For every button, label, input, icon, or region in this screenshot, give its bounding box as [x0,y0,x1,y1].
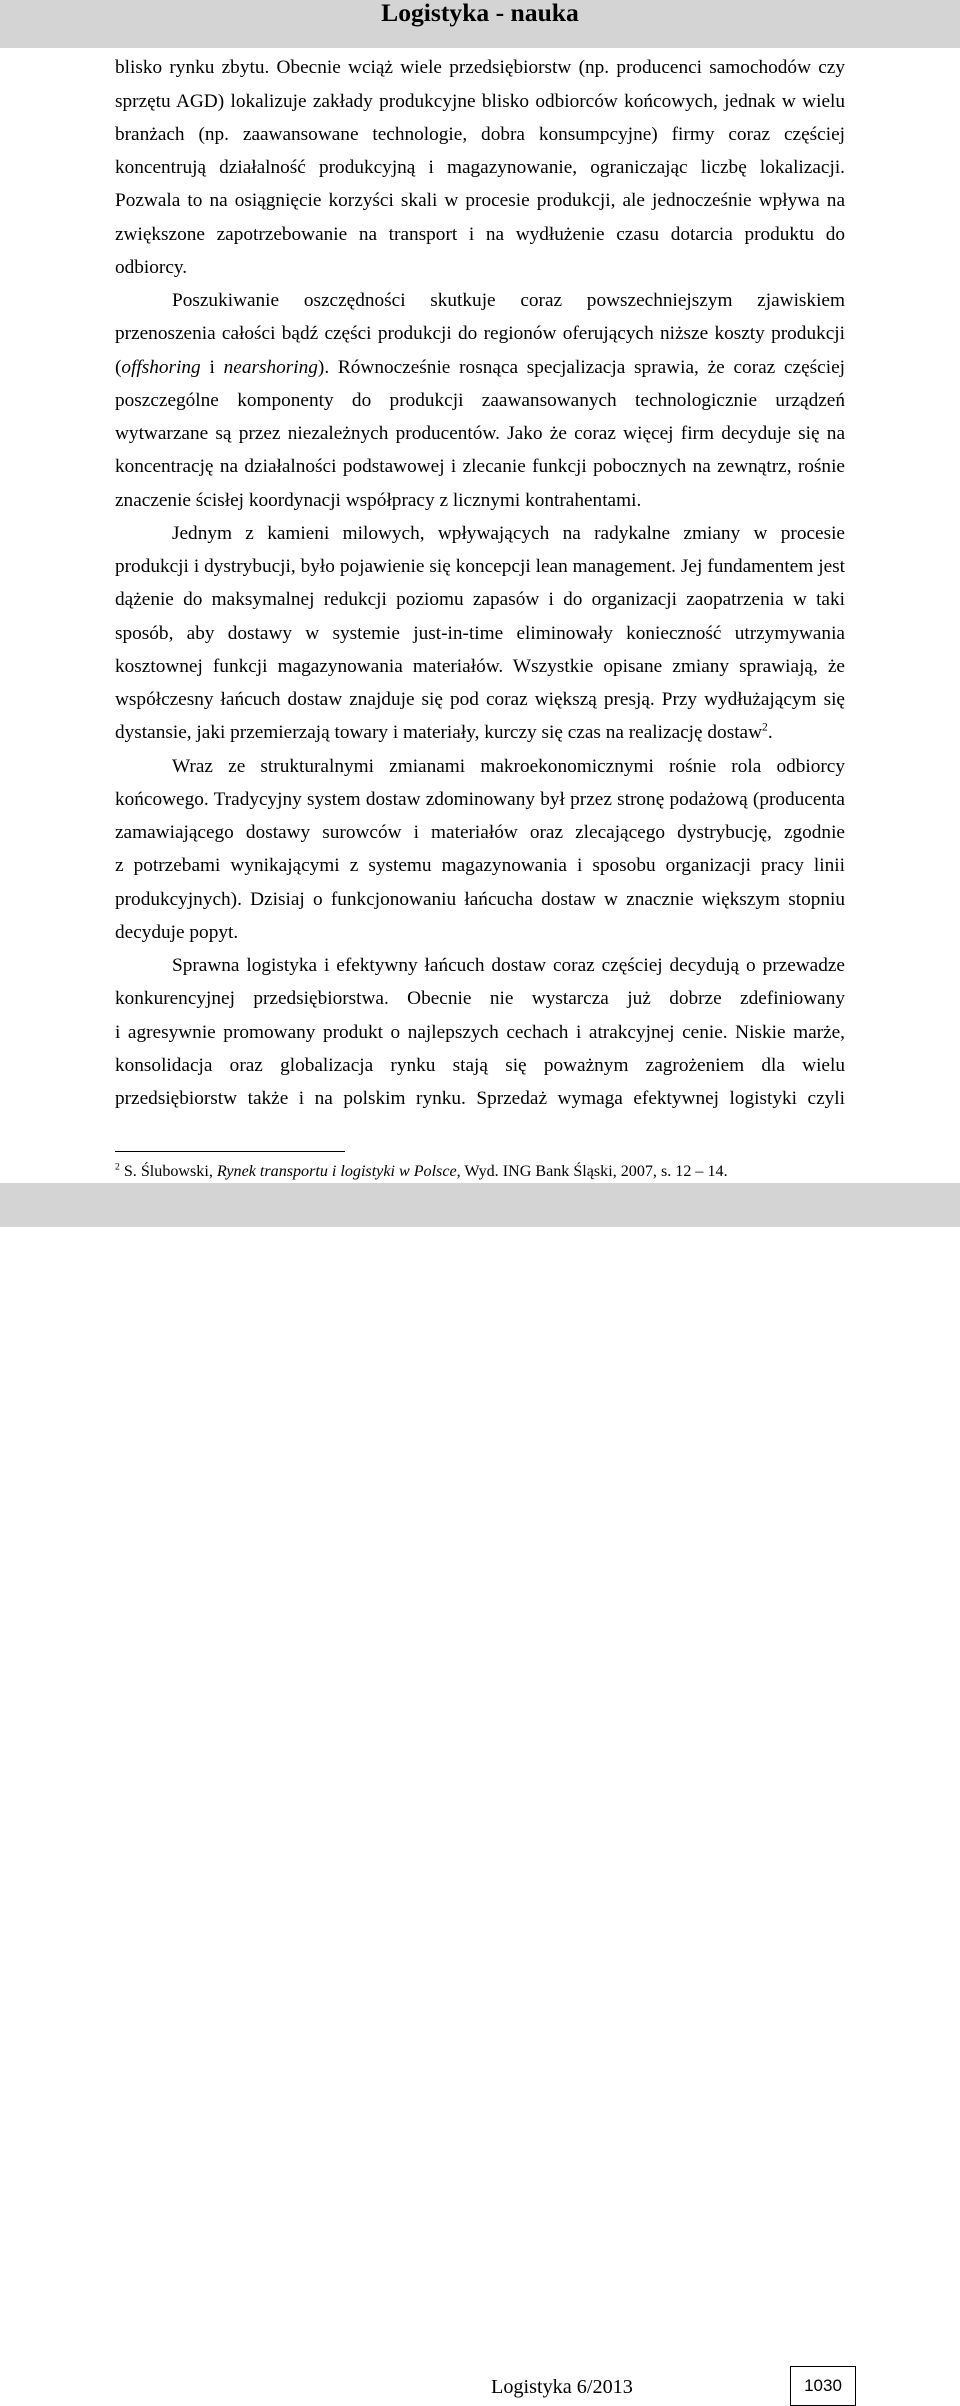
text-line [115,1082,845,1115]
text-run: produkcyjnych). Dzisiaj o funkcjonowaniu łańcucha dostaw w znacznie większym stopniu [115,888,845,910]
text-line [115,317,845,350]
text-run: dystansie, jaki przemierzają towary i materiały, kurczy się czas na realizację dostaw [115,722,763,744]
text-line [115,51,845,84]
text-line [115,284,845,317]
text-run: przedsiębiorstw także i na polskim rynku. Sprzedaż wymaga efektywnej logistyki czyli [115,1088,845,1110]
text-line [115,118,845,151]
italic-term: Rynek transportu i logistyki w Polsce [216,1163,457,1180]
paragraph [115,517,845,750]
text-line [115,450,845,483]
paragraph [115,51,845,284]
text-line [115,683,845,716]
text-run: Sprawna logistyka i efektywny łańcuch dostaw coraz częściej decydują o przewadze [172,955,845,977]
paragraph [115,284,845,517]
text-run: produkcji i dystrybucji, było pojawienie się koncepcji lean management. Jej fundamentem jest [115,556,845,578]
text-line [115,484,845,517]
text-run: Jednym z kamieni milowych, wpływających na radykalne zmiany w procesie [172,522,845,544]
text-line [115,883,845,916]
text-run: ( [115,356,122,378]
italic-term: offshoring [121,356,201,378]
footnote [115,1161,845,1183]
text-run: z potrzebami wynikającymi z systemu magazynowania i sposobu organizacji pracy linii [115,855,845,877]
text-line [115,982,845,1015]
text-run: decyduje popyt. [115,921,239,943]
text-line [115,517,845,550]
text-run: , Wyd. ING Bank Śląski, 2007, s. 12 – 14. [456,1163,728,1180]
text-line [115,849,845,882]
text-line [115,783,845,816]
text-run: . [767,722,773,744]
text-line [115,1016,845,1049]
text-run: sposób, aby dostawy w systemie just-in-time eliminowały konieczność utrzymywania [115,622,845,644]
paragraph [115,949,845,1115]
text-run: konsolidacja oraz globalizacja rynku stają się poważnym zagrożeniem dla wielu [115,1054,845,1076]
text-run: Pozwala to na osiągnięcie korzyści skali w procesie produkcji, ale jednocześnie wpływa na [115,190,845,212]
text-run: dążenie do maksymalnej redukcji poziomu zapasów i do organizacji zaopatrzenia w taki [115,589,845,611]
article-body [115,51,845,1115]
text-line [115,351,845,384]
text-line [115,251,845,284]
text-line [115,816,845,849]
text-line [115,750,845,783]
text-line [115,949,845,982]
text-line [115,417,845,450]
text-run: znaczenie ścisłej koordynacji współpracy z licznymi kontrahentami. [115,489,642,511]
text-line [115,218,845,251]
text-run: branżach (np. zaawansowane technologie, dobra konsumpcyjne) firmy coraz częściej [115,123,845,145]
text-line [115,916,845,949]
text-line [115,550,845,583]
text-line [115,583,845,616]
text-run: sprzętu AGD) lokalizuje zakłady produkcyjne blisko odbiorców końcowych, jednak w wielu [115,90,845,112]
journal-section-title: Logistyka - nauka [381,0,579,27]
text-run: kosztownej funkcji magazynowania materiałów. Wszystkie opisane zmiany sprawiają, że [115,655,845,677]
journal-issue-label: Logistyka 6/2013 [491,2376,633,2398]
text-run: ). Równocześnie rosnąca specjalizacja sprawia, że coraz częściej [317,356,846,378]
text-run: końcowego. Tradycyjny system dostaw zdominowany był przez stronę podażową (producenta [115,788,845,810]
text-run: poszczególne komponenty do produkcji zaawansowanych technologicznie urządzeń [115,389,845,411]
running-header [0,0,960,48]
footnote-separator [115,1151,345,1152]
text-run: Wraz ze strukturalnymi zmianami makroekonomicznymi rośnie rola odbiorcy [172,755,845,777]
text-line [115,384,845,417]
page-footer [0,1183,960,2398]
paragraph [115,750,845,950]
text-line [115,716,845,749]
text-run: koncentrację na działalności podstawowej i zlecanie funkcji pobocznych na zewnątrz, rośnie [115,456,845,478]
text-run: blisko rynku zbytu. Obecnie wciąż wiele przedsiębiorstw (np. producenci samochodów czy [115,57,845,79]
text-line [115,650,845,683]
text-run: przenoszenia całości bądź części produkcji do regionów oferujących niższe koszty produkcji [115,323,845,345]
italic-term: nearshoring [223,356,318,378]
text-run: i agresywnie promowany produkt o najlepszych cechach i atrakcyjnej cenie. Niskie marże, [115,1021,845,1043]
text-line [115,1049,845,1082]
footnote-reference: 2 [762,720,768,734]
text-run: zwiększone zapotrzebowanie na transport i na wydłużenie czasu dotarcia produktu do [115,223,845,245]
text-run: konkurencyjnej przedsiębiorstwa. Obecnie nie wystarcza już dobrze zdefiniowany [115,988,845,1010]
text-run: Poszukiwanie oszczędności skutkuje coraz powszechniejszym zjawiskiem [172,290,845,312]
page-number: 1030 [790,2366,856,2406]
text-run: odbiorcy. [115,256,188,278]
text-run: S. Ślubowski, [119,1163,217,1180]
text-run: zamawiającego dostawy surowców i materiałów oraz zlecającego dystrybucję, zgodnie [115,822,845,844]
text-run: współczesny łańcuch dostaw znajduje się pod coraz większą presją. Przy wydłużającym się [115,689,845,711]
text-run: koncentrują działalność produkcyjną i magazynowanie, ograniczając liczbę lokalizacji. [115,157,845,179]
text-run: i [200,356,224,378]
text-line [115,617,845,650]
footnote-reference: 2 [115,1161,120,1173]
text-line [115,184,845,217]
text-run: wytwarzane są przez niezależnych producentów. Jako że coraz więcej firm decyduje się na [115,423,845,445]
text-line [115,151,845,184]
text-line [115,85,845,118]
